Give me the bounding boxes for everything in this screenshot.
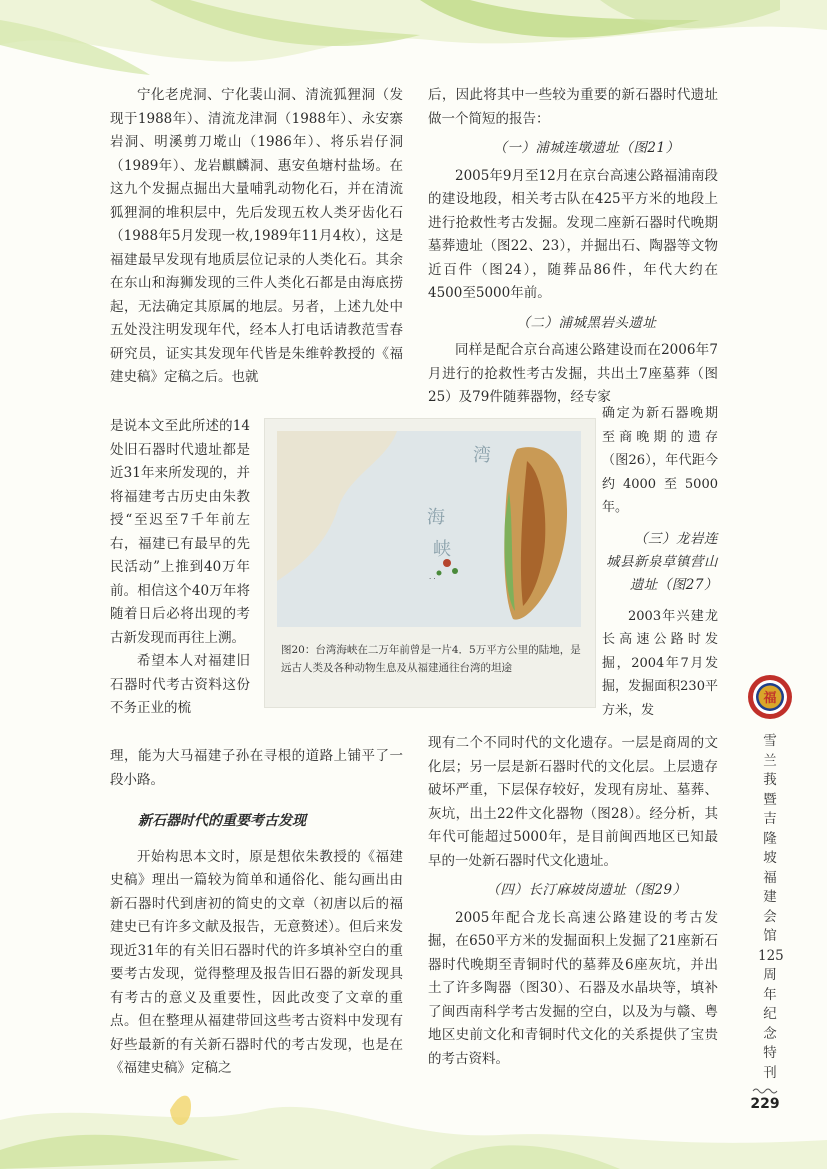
map-label-sea: 海	[427, 507, 445, 528]
leaf-decoration-top	[0, 0, 827, 80]
ornament-squiggle	[752, 1086, 780, 1094]
body-paragraph: 2005年配合龙长高速公路建设的考古发掘，在650平方米的发掘面积上发掘了21座新石器时代晚期至青铜时代的墓葬及6座灰坑，并出土了许多陶器（图30）、石器及水晶块等，填补了闽西南科学考古发掘的空白，以及为与赣、粤地区史前文化和青铜时代文化的关系提供了宝贵的考古资料。	[428, 909, 718, 1067]
right-column-narrow	[602, 402, 718, 722]
right-column-top	[428, 84, 718, 410]
body-paragraph: 希望本人对福建旧石器时代考古资料这份不务正业的梳	[110, 653, 250, 716]
body-paragraph: 确定为新石器晚期至商晚期的遗存（图26），年代距今约4000至5000年。	[602, 406, 718, 515]
left-column-top	[110, 84, 403, 390]
body-paragraph: 2003年兴建龙长高速公路时发掘，2004年7月发掘，发掘面积230平方米，发	[602, 608, 718, 718]
body-paragraph: 宁化老虎洞、宁化裴山洞、清流狐狸洞（发现于1988年）、清流龙津洞（1988年）、永安寨岩洞、明溪剪刀墘山（1986年）、将乐岩仔洞（1989年）、龙岩麒麟洞、惠安鱼塘村盐场。在这九个发掘点掘出大量哺乳动物化石，并在清流狐狸洞的堆积层中，先后发现五枚人类牙齿化石（1988年5月发现一枚,1989年11月4枚），这是福建最早发现有地质层位记录的人类化石。其余在东山和海狮发现的三件人类化石都是由海底捞起，无法确定其原属的地层。另者，上述九处中五处没注明发现年代，经本人打电话请教范雪春研究员，证实其发现年代皆是朱维幹教授的《福建史稿》定稿之后。也就	[110, 87, 403, 385]
body-paragraph: 理，能为大马福建子孙在寻根的道路上铺平了一段小路。	[110, 748, 403, 788]
left-column-bottom	[110, 745, 403, 1081]
left-column-narrow	[110, 415, 250, 721]
figure-caption: 图20：台湾海峡在二万年前曾是一片4．5万平方公里的陆地，是远古人类及各种动物生息及从福建通往台湾的坦途	[281, 644, 581, 674]
body-paragraph: 是说本文至此所述的14处旧石器时代遗址都是近31年来所发现的，并将福建考古历史由朱教授“至迟至7千年前左右，福建已有最早的先民活动”上推到40万年前。相信这个40万年将随着日后必将出现的考古新发现而再往上溯。	[110, 418, 250, 646]
subsection-heading: （三）龙岩连城县新泉草镇营山遗址（图27）	[606, 530, 718, 593]
taiwan-strait-map	[277, 431, 581, 627]
body-paragraph: 同样是配合京台高速公路建设而在2006年7月进行的抢救性考古发掘，共出土7座墓葬（图25）及79件随葬器物，经专家	[428, 342, 718, 405]
right-column-bottom	[428, 732, 718, 1071]
map-label-bay: 湾	[473, 445, 491, 466]
leaf-decoration-bottom	[0, 1080, 827, 1169]
body-paragraph: 2005年9月至12月在京台高速公路福浦南段的建设地段，相关考古队在425平方米的地段上进行抢救性考古发掘。发现二座新石器时代晚期墓葬遗址（图22、23），并掘出石、陶器等文物近百件（图24），随葬品86件，年代大约在4500至5000年前。	[428, 167, 718, 301]
map-label-strait: 峡	[433, 539, 451, 560]
subsection-heading: （二）浦城黑岩头遗址	[516, 314, 657, 331]
body-paragraph: 后，因此将其中一些较为重要的新石器时代遗址做一个简短的报告：	[428, 87, 718, 127]
body-paragraph: 开始构思本文时，原是想依朱教授的《福建史稿》理出一篇较为简单和通俗化、能勾画出由新石器时代到唐初的简史的文章（初唐以后的福建史已有许多文献及报告，无意赘述）。但后来发现近31年的有关旧石器时代的许多填补空白的重要考古发现，觉得整理及报告旧石器的新发现具有考古的意义及重要性，因此改变了文章的重点。但在整理从福建带回这些考古资料中发现有好些最新的有关新石器时代的考古发现，也是在《福建史稿》定稿之	[110, 848, 403, 1076]
fujian-association-emblem	[747, 674, 793, 720]
svg-text:· ·: · ·	[429, 575, 436, 583]
subsection-heading: （一）浦城连墩遗址（图21）	[493, 140, 680, 156]
page-number: 229	[750, 1096, 780, 1112]
publication-title-vertical: 雪兰莪暨吉隆坡福建会馆125周年纪念特刊	[758, 733, 784, 1081]
subsection-heading: （四）长汀麻坡岗遗址（图29）	[486, 882, 687, 898]
section-heading: 新石器时代的重要考古发现	[138, 813, 306, 829]
emblem-character: 福	[763, 691, 777, 706]
body-paragraph: 现有二个不同时代的文化遗存。一层是商周的文化层；另一层是新石器时代的文化层。上层遗存破坏严重，下层保存较好，发现有房址、墓葬、灰坑，出土22件文化器物（图28）。经分析，其年代可能超过5000年，是目前闽西地区已知最早的一处新石器时代文化遗址。	[428, 735, 718, 869]
figure-20	[264, 418, 596, 708]
